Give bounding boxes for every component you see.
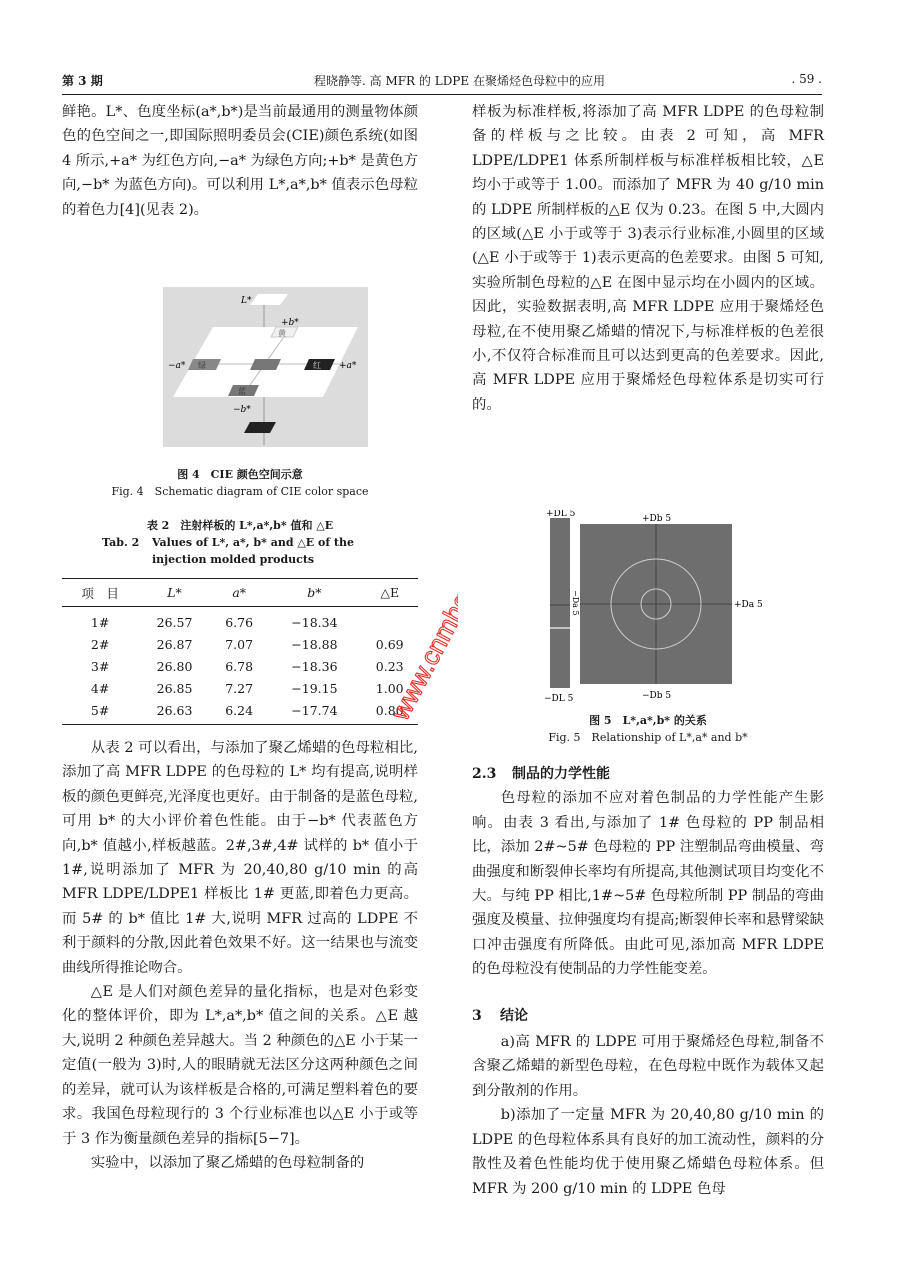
figure-5-lab-diagram	[544, 510, 814, 710]
cell-a: 6.24	[211, 699, 268, 725]
label-plus-a: +a*	[339, 361, 357, 371]
table-row	[62, 677, 418, 699]
table-row	[62, 607, 418, 634]
dl-bar	[550, 518, 570, 688]
cell-item: 5#	[62, 699, 138, 725]
col-header-item: 项 目	[62, 579, 138, 607]
label-plus-DL: +DL 5	[546, 510, 576, 519]
cell-L: 26.57	[156, 614, 193, 630]
issue-label: 第 3 期	[62, 74, 103, 88]
cie-color-space-diagram	[163, 287, 368, 447]
paragraph: 色母粒的添加不应对着色制品的力学性能产生影响。由表 3 看出,与添加了 1# 色母粒的 PP 制品相比，添加 2#~5# 色母粒的 PP 注塑制品弯曲模量、弯曲强度和断裂伸长率均有所提高,其他测试项目均变化不大。与纯 PP 相比,1#~5# 色母粒所制 PP 制品的弯曲强度及模量、拉伸强度均有提高;断裂伸长率和悬臂梁缺口冲击强度有所降低。由此可见,添加高 MFR LDPE 的色母粒没有使制品的力学性能变差。	[472, 790, 824, 978]
col-header-b: b*	[267, 579, 361, 607]
paragraph: △E 是人们对颜色差异的量化指标，也是对色彩变化的整体评价，即为 L*,a*,b* 值之间的关系。△E 越大,说明 2 种颜色差异越大。当 2 种颜色的△E 小于某一定值(一般为 3)时,人的眼睛就无法区分这两种颜色之间的差异，就可认为该样板是合格的,可满足塑料着色的要求。我国色母粒现行的 3 个行业标准也以△E 小于或等于 3 作为衡量颜色差异的指标[5−7]。	[62, 984, 418, 1147]
section-number: 3	[472, 1007, 482, 1024]
label-minus-Da: −Da 5	[571, 590, 580, 616]
cell-b: −18.36	[291, 658, 338, 674]
l-plane	[250, 294, 288, 305]
table-row	[62, 633, 418, 655]
cell-deltaE: 0.80	[361, 699, 418, 725]
left-column-bottom	[62, 736, 418, 1175]
table-2-caption-en-row	[62, 534, 418, 568]
label-minus-b: −b*	[233, 405, 251, 415]
lab-relationship-diagram	[544, 510, 814, 710]
col-header-deltaE: △E	[361, 579, 418, 607]
label-plus-Db: +Db 5	[642, 514, 672, 524]
table-header-row	[62, 579, 418, 607]
paragraph: 样板为标准样板,将添加了高 MFR LDPE 的色母粒制备的样板与之比较。由表 2 可知，高 MFR LDPE/LDPE1 体系所制样板与标准样板相比较，△E 均小于或等于 1.00。而添加了 MFR 为 40 g/10 min 的 LDPE 所制样板的△E 仅为 0.23。在图 5 中,大圆内的区域(△E 小于或等于 3)表示行业标准,小圆里的区域(△E 小于或等于 1)表示更高的色差要求。由图 5 可知,实验所制色母粒的△E 在图中显示均在小圆内的区域。因此，实验数据表明,高 MFR LDPE 应用于聚烯烃色母粒,在不使用聚乙烯蜡的情况下,与标准样板的色差很小,不仅符合标准而且可以达到更高的色差要求。因此,高 MFR LDPE 应用于聚烯烃色母粒体系是切实可行的。	[472, 104, 824, 413]
watermark-text: www.cnmhg.com	[388, 537, 458, 725]
section-title: 结论	[500, 1007, 528, 1024]
cell-b: −18.34	[291, 614, 338, 630]
label-plus-Da: +Da 5	[734, 600, 763, 610]
right-column-top	[472, 100, 824, 417]
cell-L: 26.87	[156, 636, 193, 652]
cell-deltaE: 0.23	[375, 658, 404, 674]
center-swatch	[250, 359, 281, 370]
cell-a: 6.76	[225, 614, 254, 630]
label-minus-a: −a*	[168, 361, 186, 371]
page-number: . 59 .	[791, 72, 822, 86]
figure-4-caption-en: Fig. 4 Schematic diagram of CIE color space	[111, 485, 369, 498]
cell-item: 1#	[90, 614, 110, 630]
paragraph: 从表 2 可以看出，与添加了聚乙烯蜡的色母粒相比,添加了高 MFR LDPE 的色母粒的 L* 均有提高,说明样板的颜色更鲜亮,光泽度也更好。由于制备的是蓝色母粒,可用 b* 的大小评价着色性能。由于−b* 代表蓝色方向,b* 值越小,样板越蓝。2#,3#,4# 试样的 b* 值小于 1#,说明添加了 MFR 为 20,40,80 g/10 min 的高 MFR LDPE/LDPE1 样板比 1# 更蓝,即着色力更高。而 5# 的 b* 值比 1# 大,说明 MFR 过高的 LDPE 不利于颜料的分散,因此着色效果不好。这一结果也与流变曲线所得推论吻合。	[62, 740, 418, 976]
left-column-top	[62, 100, 418, 222]
section-heading-2-3	[472, 762, 824, 786]
cell-a: 6.78	[225, 658, 254, 674]
cell-item: 2#	[90, 636, 110, 652]
running-title: 程晓静等. 高 MFR 的 LDPE 在聚烯烃色母粒中的应用	[314, 74, 605, 88]
table-2	[62, 578, 418, 725]
table-row	[62, 655, 418, 677]
conclusion-b: b)添加了一定量 MFR 为 20,40,80 g/10 min 的 LDPE 的色母粒体系具有良好的加工流动性，颜料的分散性及着色性能均优于使用聚乙烯蜡色母粒体系。但 MFR 为 200 g/10 min 的 LDPE 色母	[472, 1107, 824, 1197]
cell-b: −19.15	[291, 680, 338, 696]
col-header-a: a*	[211, 579, 268, 607]
cell-a: 7.27	[225, 680, 254, 696]
figure-4-caption-cn: 图 4 CIE 颜色空间示意	[177, 468, 303, 481]
figure-4-cie-diagram	[163, 287, 368, 447]
label-plus-b: +b*	[281, 318, 299, 328]
figure-5-caption-en: Fig. 5 Relationship of L*,a* and b*	[548, 731, 748, 744]
swatch-blue-label: 蓝	[238, 387, 246, 396]
table-row	[62, 699, 418, 725]
cell-b: −18.88	[291, 636, 338, 652]
section-number: 2.3	[472, 766, 497, 782]
table-2-caption-en: Values of L*, a*, b* and △E of the injection molded products	[152, 536, 355, 566]
figure-5-caption-cn: 图 5 L*,a*,b* 的关系	[589, 714, 707, 727]
col-header-L: L*	[138, 579, 211, 607]
paragraph: 实验中，以添加了聚乙烯蜡的色母粒制备的	[90, 1154, 365, 1171]
cell-b: −17.74	[267, 699, 361, 725]
paragraph: 鲜艳。L*、色度坐标(a*,b*)是当前最通用的测量物体颜色的色空间之一,即国际照明委员会(CIE)颜色系统(如图 4 所示,+a* 为红色方向,−a* 为绿色方向;+b* 是黄色方向,−b* 为蓝色方向)。可以利用 L*,a*,b* 值表示色母粒的着色力[4](见表 2)。	[62, 104, 418, 218]
label-minus-DL: −DL 5	[544, 694, 574, 704]
cell-L: 26.80	[156, 658, 193, 674]
figure-5-caption	[472, 712, 824, 746]
cell-item: 3#	[90, 658, 110, 674]
section-title: 制品的力学性能	[512, 766, 610, 782]
cell-deltaE: 1.00	[375, 680, 404, 696]
cell-deltaE	[361, 607, 418, 634]
cell-L: 26.85	[156, 680, 193, 696]
table-2-caption	[62, 517, 418, 568]
section-heading-3	[472, 1004, 824, 1028]
conclusion-a: a)高 MFR 的 LDPE 可用于聚烯烃色母粒,制备不含聚乙烯蜡的新型色母粒，在色母粒中既作为载体又起到分散剂的作用。	[472, 1034, 824, 1099]
cell-item: 4#	[90, 680, 110, 696]
right-column-bottom	[472, 752, 824, 1201]
running-header	[62, 72, 822, 95]
cell-deltaE: 0.69	[375, 636, 404, 652]
swatch-yellow-label: 黄	[278, 329, 286, 338]
swatch-red-label: 红	[313, 361, 321, 370]
cell-L: 26.63	[138, 699, 211, 725]
cell-a: 7.07	[225, 636, 254, 652]
label-L: L*	[241, 296, 252, 306]
label-minus-Db: −Db 5	[642, 691, 672, 701]
table-2-label: Tab. 2	[102, 536, 140, 549]
swatch-green-label: 绿	[198, 361, 206, 370]
table-2-caption-cn: 表 2 注射样板的 L*,a*,b* 值和 △E	[146, 519, 334, 532]
figure-4-caption	[62, 466, 418, 500]
bottom-swatch	[244, 422, 276, 433]
